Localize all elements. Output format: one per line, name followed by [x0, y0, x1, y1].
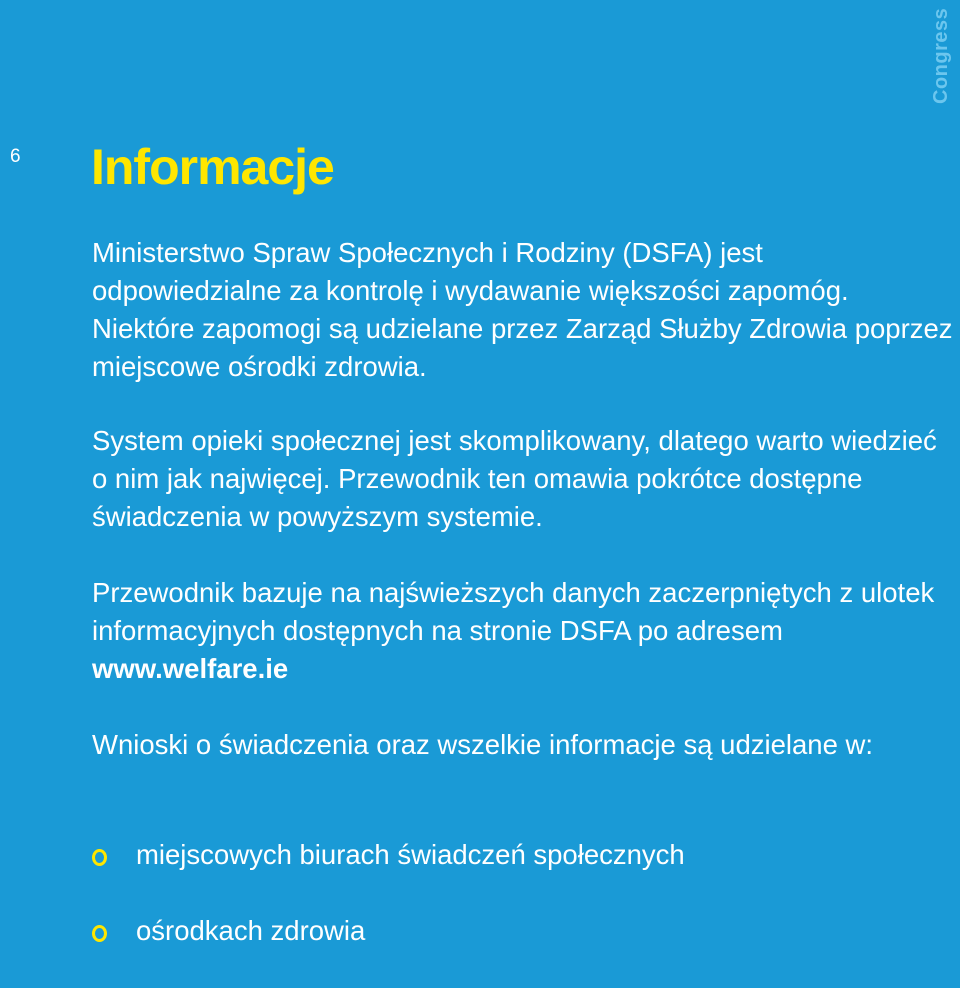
bullet-list — [92, 836, 685, 988]
paragraph-applications: Wnioski o świadczenia oraz wszelkie informacje są udzielane w: — [92, 729, 874, 760]
side-label: Congress — [930, 7, 952, 104]
paragraph-source-text: Przewodnik bazuje na najświeższych danych zaczerpniętych z ulotek informacyjnych dostępnych na stronie DSFA po adresem — [92, 577, 935, 646]
paragraph-source — [92, 574, 958, 688]
paragraph-intro: Ministerstwo Spraw Społecznych i Rodziny (DSFA) jest odpowiedzialne za kontrolę i wydawanie większości zapomóg. Niektóre zapomogi są udzielane przez Zarząd Służby Zdrowia poprzez miejscowe ośrodki zdrowia. — [92, 237, 953, 382]
list-item — [92, 912, 685, 950]
list-item — [92, 836, 685, 874]
bullet-circle-icon — [92, 849, 107, 866]
list-item-label: ośrodkach zdrowia — [136, 915, 366, 946]
bullet-circle-icon — [92, 925, 107, 942]
page-number: 6 — [10, 146, 21, 167]
paragraph-system: System opieki społecznej jest skomplikowany, dlatego warto wiedzieć o nim jak najwięcej. Przewodnik ten omawia pokrótce dostępne świadczenia w powyższym systemie. — [92, 425, 937, 532]
list-item-label: miejscowych biurach świadczeń społecznych — [136, 839, 685, 870]
welfare-link[interactable]: www.welfare.ie — [92, 653, 289, 684]
page-title: Informacje — [91, 139, 334, 195]
